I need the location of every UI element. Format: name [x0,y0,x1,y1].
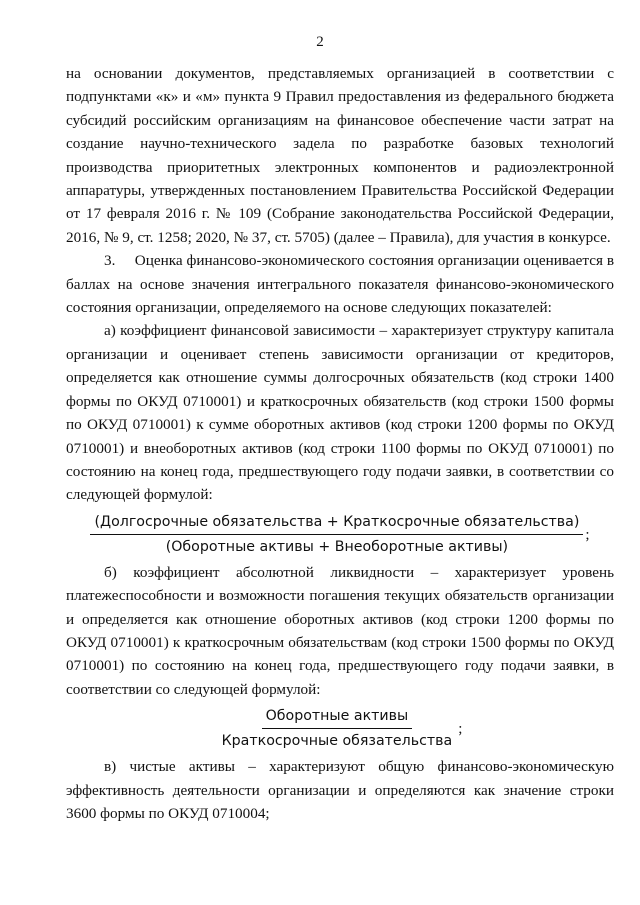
formula-financial-dependence [66,511,614,558]
paragraph-subitem-b: б) коэффициент абсолютной ликвидности – характеризует уровень платежеспособности и возможности погашения текущих обязательств организации и определяется как отношение оборотных активов (код строки 1200 формы по ОКУД 0710001) к краткосрочным обязательствам (код строки 1500 формы по ОКУД 0710001) по состоянию на конец года, предшествующего году подачи заявки, в соответствии со следующей формулой: [66,563,614,698]
formula-numerator: Оборотные активы [262,705,413,729]
paragraph-subitem-a: а) коэффициент финансовой зависимости – характеризует структуру капитала организации и оценивает степень зависимости организации от кредиторов, определяется как отношение суммы долгосрочных обязательств (код строки 1400 формы по ОКУД 0710001) и краткосрочных обязательств (код строки 1500 формы по ОКУД 0710001) к сумме оборотных активов (код строки 1200 формы по ОКУД 0710001) и внеоборотных активов (код строки 1100 формы по ОКУД 0710001) по состоянию на конец года, предшествующего году подачи заявки, в соответствии со следующей формулой: [66,322,614,504]
formula-absolute-liquidity [66,705,614,752]
formula-denominator: Краткосрочные обязательства [221,733,453,750]
document-body [66,62,614,825]
formula-numerator: (Долгосрочные обязательства + Краткосрочные обязательства) [90,511,583,535]
paragraph-continuation: на основании документов, представляемых организацией в соответствии с подпунктами «к» и «м» пункта 9 Правил предоставления из федерального бюджета субсидий российским организациям на финансовое обеспечение части затрат на создание научно-технического задела по разработке базовых технологий производства приоритетных электронных компонентов и радиоэлектронной аппаратуры, утвержденных постановлением Правительства Российской Федерации от 17 февраля 2016 г. № 109 (Собрание законодательства Российской Федерации, 2016, № 9, ст. 1258; 2020, № 37, ст. 5705) (далее – Правила), для участия в конкурсе. [66,65,614,246]
formula-suffix: ; [458,721,463,738]
formula-suffix: ; [585,526,590,543]
paragraph-item-3: 3. Оценка финансово-экономического состояния организации оценивается в баллах на основе значения интегрального показателя финансово-экономического состояния организации, определяемого на основе следующих показателей: [66,252,614,317]
fraction [90,511,583,558]
page-number: 2 [316,34,324,50]
paragraph-subitem-v: в) чистые активы – характеризуют общую финансово-экономическую эффективность деятельности организации и определяются как значение строки 3600 формы по ОКУД 0710004; [66,758,614,822]
fraction [218,705,457,752]
formula-denominator: (Оборотные активы + Внеоборотные активы) [165,538,509,555]
